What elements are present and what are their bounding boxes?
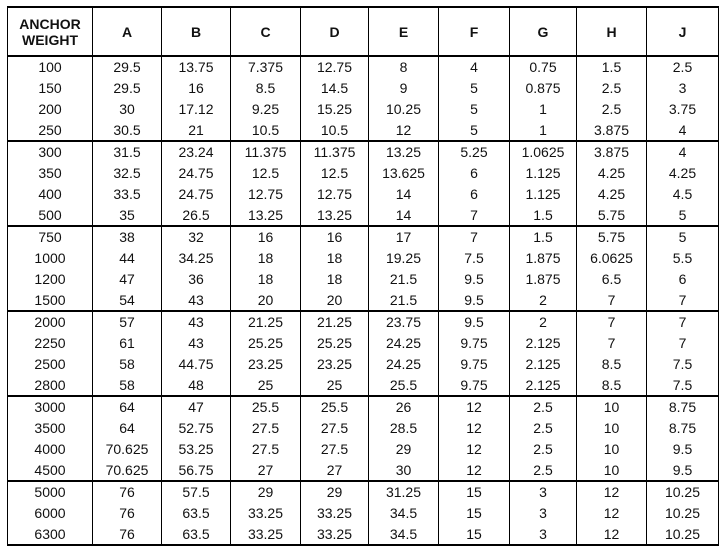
cell-anchor-weight: 6000 xyxy=(8,503,93,524)
cell-b: 43 xyxy=(162,311,231,333)
cell-anchor-weight: 750 xyxy=(8,226,93,248)
cell-e: 13.625 xyxy=(369,163,439,184)
cell-c: 7.375 xyxy=(231,56,301,78)
cell-c: 18 xyxy=(231,248,301,269)
cell-h: 8.5 xyxy=(577,374,647,396)
cell-f: 9.5 xyxy=(439,311,510,333)
cell-g: 2 xyxy=(510,311,577,333)
cell-f: 5.25 xyxy=(439,141,510,163)
cell-d: 12.5 xyxy=(301,163,369,184)
cell-a: 38 xyxy=(93,226,162,248)
cell-h: 10 xyxy=(577,439,647,460)
table-row xyxy=(8,439,719,460)
cell-e: 14 xyxy=(369,204,439,226)
cell-j: 8.75 xyxy=(647,396,719,418)
cell-c: 27.5 xyxy=(231,439,301,460)
cell-anchor-weight: 500 xyxy=(8,204,93,226)
cell-h: 4.25 xyxy=(577,163,647,184)
cell-j: 10.25 xyxy=(647,524,719,546)
cell-a: 47 xyxy=(93,269,162,290)
table-row xyxy=(8,78,719,99)
cell-h: 10 xyxy=(577,396,647,418)
cell-e: 30 xyxy=(369,459,439,481)
column-header-c: C xyxy=(231,7,301,56)
table-row xyxy=(8,226,719,248)
cell-c: 12.5 xyxy=(231,163,301,184)
cell-g: 1.0625 xyxy=(510,141,577,163)
cell-g: 0.75 xyxy=(510,56,577,78)
cell-g: 2.125 xyxy=(510,354,577,375)
table-row xyxy=(8,333,719,354)
cell-anchor-weight: 3500 xyxy=(8,418,93,439)
cell-h: 6.0625 xyxy=(577,248,647,269)
anchor-weight-header-line1: ANCHOR xyxy=(19,15,81,32)
cell-d: 33.25 xyxy=(301,524,369,546)
cell-a: 31.5 xyxy=(93,141,162,163)
cell-anchor-weight: 2500 xyxy=(8,354,93,375)
cell-b: 47 xyxy=(162,396,231,418)
cell-c: 21.25 xyxy=(231,311,301,333)
cell-f: 12 xyxy=(439,439,510,460)
table-body xyxy=(8,56,719,545)
cell-anchor-weight: 100 xyxy=(8,56,93,78)
cell-c: 25.25 xyxy=(231,333,301,354)
cell-h: 6.5 xyxy=(577,269,647,290)
cell-b: 56.75 xyxy=(162,459,231,481)
cell-j: 7 xyxy=(647,333,719,354)
cell-b: 53.25 xyxy=(162,439,231,460)
cell-b: 26.5 xyxy=(162,204,231,226)
cell-a: 30 xyxy=(93,99,162,120)
cell-g: 2.5 xyxy=(510,459,577,481)
cell-f: 7 xyxy=(439,204,510,226)
cell-h: 12 xyxy=(577,481,647,503)
cell-anchor-weight: 5000 xyxy=(8,481,93,503)
cell-a: 64 xyxy=(93,418,162,439)
cell-g: 1.875 xyxy=(510,248,577,269)
cell-b: 17.12 xyxy=(162,99,231,120)
cell-a: 29.5 xyxy=(93,56,162,78)
cell-anchor-weight: 4000 xyxy=(8,439,93,460)
cell-b: 63.5 xyxy=(162,503,231,524)
table-row xyxy=(8,459,719,481)
cell-d: 27.5 xyxy=(301,418,369,439)
header-row xyxy=(8,7,719,56)
cell-b: 13.75 xyxy=(162,56,231,78)
cell-j: 10.25 xyxy=(647,503,719,524)
table-row xyxy=(8,248,719,269)
anchor-dimensions-table xyxy=(7,6,719,546)
cell-d: 13.25 xyxy=(301,204,369,226)
cell-b: 36 xyxy=(162,269,231,290)
cell-g: 1.875 xyxy=(510,269,577,290)
cell-a: 76 xyxy=(93,503,162,524)
cell-e: 13.25 xyxy=(369,141,439,163)
cell-b: 34.25 xyxy=(162,248,231,269)
cell-e: 34.5 xyxy=(369,524,439,546)
cell-h: 7 xyxy=(577,311,647,333)
cell-f: 9.75 xyxy=(439,333,510,354)
cell-c: 27 xyxy=(231,459,301,481)
cell-d: 29 xyxy=(301,481,369,503)
cell-a: 44 xyxy=(93,248,162,269)
table-row xyxy=(8,184,719,205)
cell-j: 7 xyxy=(647,289,719,311)
cell-e: 19.25 xyxy=(369,248,439,269)
cell-e: 28.5 xyxy=(369,418,439,439)
cell-b: 21 xyxy=(162,119,231,141)
cell-a: 33.5 xyxy=(93,184,162,205)
cell-g: 2 xyxy=(510,289,577,311)
cell-f: 4 xyxy=(439,56,510,78)
cell-a: 35 xyxy=(93,204,162,226)
cell-j: 9.5 xyxy=(647,459,719,481)
cell-f: 5 xyxy=(439,119,510,141)
cell-j: 4.5 xyxy=(647,184,719,205)
cell-g: 2.5 xyxy=(510,439,577,460)
table-row xyxy=(8,311,719,333)
cell-f: 5 xyxy=(439,99,510,120)
cell-f: 7.5 xyxy=(439,248,510,269)
cell-d: 20 xyxy=(301,289,369,311)
cell-a: 70.625 xyxy=(93,459,162,481)
cell-e: 24.25 xyxy=(369,354,439,375)
column-header-j: J xyxy=(647,7,719,56)
cell-j: 8.75 xyxy=(647,418,719,439)
cell-c: 16 xyxy=(231,226,301,248)
cell-c: 33.25 xyxy=(231,503,301,524)
cell-d: 25 xyxy=(301,374,369,396)
cell-g: 1 xyxy=(510,119,577,141)
cell-h: 8.5 xyxy=(577,354,647,375)
cell-j: 4 xyxy=(647,141,719,163)
cell-j: 2.5 xyxy=(647,56,719,78)
cell-anchor-weight: 300 xyxy=(8,141,93,163)
cell-c: 27.5 xyxy=(231,418,301,439)
cell-d: 12.75 xyxy=(301,184,369,205)
cell-g: 1.125 xyxy=(510,184,577,205)
cell-e: 10.25 xyxy=(369,99,439,120)
column-header-d: D xyxy=(301,7,369,56)
column-header-a: A xyxy=(93,7,162,56)
cell-g: 0.875 xyxy=(510,78,577,99)
cell-anchor-weight: 200 xyxy=(8,99,93,120)
cell-f: 15 xyxy=(439,481,510,503)
cell-j: 9.5 xyxy=(647,439,719,460)
table-row xyxy=(8,481,719,503)
cell-d: 33.25 xyxy=(301,503,369,524)
cell-d: 11.375 xyxy=(301,141,369,163)
table-row xyxy=(8,269,719,290)
cell-h: 12 xyxy=(577,503,647,524)
table-row xyxy=(8,396,719,418)
cell-j: 4.25 xyxy=(647,163,719,184)
cell-e: 24.25 xyxy=(369,333,439,354)
cell-h: 3.875 xyxy=(577,141,647,163)
cell-e: 9 xyxy=(369,78,439,99)
cell-b: 32 xyxy=(162,226,231,248)
cell-a: 58 xyxy=(93,374,162,396)
cell-g: 2.5 xyxy=(510,396,577,418)
cell-b: 43 xyxy=(162,333,231,354)
cell-a: 57 xyxy=(93,311,162,333)
cell-anchor-weight: 1000 xyxy=(8,248,93,269)
cell-f: 9.75 xyxy=(439,354,510,375)
cell-a: 61 xyxy=(93,333,162,354)
cell-c: 12.75 xyxy=(231,184,301,205)
cell-e: 21.5 xyxy=(369,269,439,290)
table-row xyxy=(8,418,719,439)
cell-c: 25.5 xyxy=(231,396,301,418)
cell-anchor-weight: 1200 xyxy=(8,269,93,290)
cell-j: 3.75 xyxy=(647,99,719,120)
cell-j: 5 xyxy=(647,226,719,248)
cell-d: 27 xyxy=(301,459,369,481)
cell-b: 57.5 xyxy=(162,481,231,503)
cell-j: 3 xyxy=(647,78,719,99)
table-row xyxy=(8,56,719,78)
cell-d: 14.5 xyxy=(301,78,369,99)
cell-e: 26 xyxy=(369,396,439,418)
cell-c: 20 xyxy=(231,289,301,311)
cell-anchor-weight: 2800 xyxy=(8,374,93,396)
cell-h: 1.5 xyxy=(577,56,647,78)
cell-g: 3 xyxy=(510,524,577,546)
cell-g: 1 xyxy=(510,99,577,120)
cell-a: 76 xyxy=(93,524,162,546)
cell-d: 23.25 xyxy=(301,354,369,375)
cell-a: 70.625 xyxy=(93,439,162,460)
cell-e: 34.5 xyxy=(369,503,439,524)
cell-h: 2.5 xyxy=(577,78,647,99)
cell-d: 18 xyxy=(301,248,369,269)
table-row xyxy=(8,99,719,120)
cell-h: 12 xyxy=(577,524,647,546)
table-row xyxy=(8,354,719,375)
cell-e: 31.25 xyxy=(369,481,439,503)
cell-j: 10.25 xyxy=(647,481,719,503)
cell-e: 29 xyxy=(369,439,439,460)
cell-b: 23.24 xyxy=(162,141,231,163)
cell-b: 43 xyxy=(162,289,231,311)
anchor-weight-header-line2: WEIGHT xyxy=(22,31,78,48)
column-header-g: G xyxy=(510,7,577,56)
column-header-e: E xyxy=(369,7,439,56)
table-row xyxy=(8,204,719,226)
cell-e: 21.5 xyxy=(369,289,439,311)
cell-c: 33.25 xyxy=(231,524,301,546)
cell-c: 29 xyxy=(231,481,301,503)
cell-anchor-weight: 350 xyxy=(8,163,93,184)
cell-d: 18 xyxy=(301,269,369,290)
table-row xyxy=(8,503,719,524)
cell-d: 25.5 xyxy=(301,396,369,418)
cell-g: 2.125 xyxy=(510,333,577,354)
cell-j: 7.5 xyxy=(647,374,719,396)
table-row xyxy=(8,289,719,311)
cell-b: 24.75 xyxy=(162,184,231,205)
cell-d: 25.25 xyxy=(301,333,369,354)
cell-anchor-weight: 150 xyxy=(8,78,93,99)
cell-e: 8 xyxy=(369,56,439,78)
cell-h: 3.875 xyxy=(577,119,647,141)
cell-d: 16 xyxy=(301,226,369,248)
cell-g: 2.125 xyxy=(510,374,577,396)
cell-f: 12 xyxy=(439,418,510,439)
cell-b: 63.5 xyxy=(162,524,231,546)
cell-j: 5 xyxy=(647,204,719,226)
cell-h: 10 xyxy=(577,459,647,481)
cell-e: 12 xyxy=(369,119,439,141)
cell-a: 76 xyxy=(93,481,162,503)
cell-e: 14 xyxy=(369,184,439,205)
cell-c: 25 xyxy=(231,374,301,396)
cell-anchor-weight: 2000 xyxy=(8,311,93,333)
cell-e: 23.75 xyxy=(369,311,439,333)
cell-f: 5 xyxy=(439,78,510,99)
cell-j: 6 xyxy=(647,269,719,290)
column-header-h: H xyxy=(577,7,647,56)
cell-h: 5.75 xyxy=(577,204,647,226)
cell-anchor-weight: 1500 xyxy=(8,289,93,311)
cell-a: 54 xyxy=(93,289,162,311)
cell-anchor-weight: 2250 xyxy=(8,333,93,354)
cell-j: 4 xyxy=(647,119,719,141)
cell-g: 3 xyxy=(510,503,577,524)
cell-a: 30.5 xyxy=(93,119,162,141)
cell-h: 7 xyxy=(577,289,647,311)
column-header-b: B xyxy=(162,7,231,56)
cell-h: 10 xyxy=(577,418,647,439)
cell-f: 7 xyxy=(439,226,510,248)
cell-f: 6 xyxy=(439,184,510,205)
cell-anchor-weight: 6300 xyxy=(8,524,93,546)
cell-e: 25.5 xyxy=(369,374,439,396)
cell-f: 12 xyxy=(439,459,510,481)
cell-f: 15 xyxy=(439,524,510,546)
cell-h: 7 xyxy=(577,333,647,354)
cell-a: 58 xyxy=(93,354,162,375)
table-row xyxy=(8,163,719,184)
cell-anchor-weight: 4500 xyxy=(8,459,93,481)
cell-c: 13.25 xyxy=(231,204,301,226)
cell-c: 23.25 xyxy=(231,354,301,375)
cell-c: 10.5 xyxy=(231,119,301,141)
cell-g: 2.5 xyxy=(510,418,577,439)
cell-f: 6 xyxy=(439,163,510,184)
cell-h: 2.5 xyxy=(577,99,647,120)
cell-anchor-weight: 400 xyxy=(8,184,93,205)
cell-d: 21.25 xyxy=(301,311,369,333)
cell-b: 16 xyxy=(162,78,231,99)
cell-e: 17 xyxy=(369,226,439,248)
cell-c: 9.25 xyxy=(231,99,301,120)
cell-a: 32.5 xyxy=(93,163,162,184)
cell-d: 15.25 xyxy=(301,99,369,120)
cell-a: 64 xyxy=(93,396,162,418)
table-header xyxy=(8,7,719,56)
cell-h: 4.25 xyxy=(577,184,647,205)
table-row xyxy=(8,374,719,396)
cell-g: 1.5 xyxy=(510,204,577,226)
cell-anchor-weight: 250 xyxy=(8,119,93,141)
cell-anchor-weight: 3000 xyxy=(8,396,93,418)
cell-b: 24.75 xyxy=(162,163,231,184)
cell-b: 44.75 xyxy=(162,354,231,375)
anchor-weight-header xyxy=(8,7,93,56)
cell-c: 8.5 xyxy=(231,78,301,99)
table-row xyxy=(8,141,719,163)
cell-g: 1.5 xyxy=(510,226,577,248)
cell-f: 15 xyxy=(439,503,510,524)
cell-c: 18 xyxy=(231,269,301,290)
cell-j: 5.5 xyxy=(647,248,719,269)
cell-g: 3 xyxy=(510,481,577,503)
cell-a: 29.5 xyxy=(93,78,162,99)
cell-g: 1.125 xyxy=(510,163,577,184)
cell-j: 7.5 xyxy=(647,354,719,375)
cell-f: 9.5 xyxy=(439,269,510,290)
table-row xyxy=(8,119,719,141)
cell-b: 48 xyxy=(162,374,231,396)
cell-h: 5.75 xyxy=(577,226,647,248)
column-header-f: F xyxy=(439,7,510,56)
table-row xyxy=(8,524,719,546)
cell-j: 7 xyxy=(647,311,719,333)
cell-d: 10.5 xyxy=(301,119,369,141)
cell-f: 9.75 xyxy=(439,374,510,396)
cell-d: 12.75 xyxy=(301,56,369,78)
cell-d: 27.5 xyxy=(301,439,369,460)
cell-f: 12 xyxy=(439,396,510,418)
cell-b: 52.75 xyxy=(162,418,231,439)
cell-c: 11.375 xyxy=(231,141,301,163)
cell-f: 9.5 xyxy=(439,289,510,311)
